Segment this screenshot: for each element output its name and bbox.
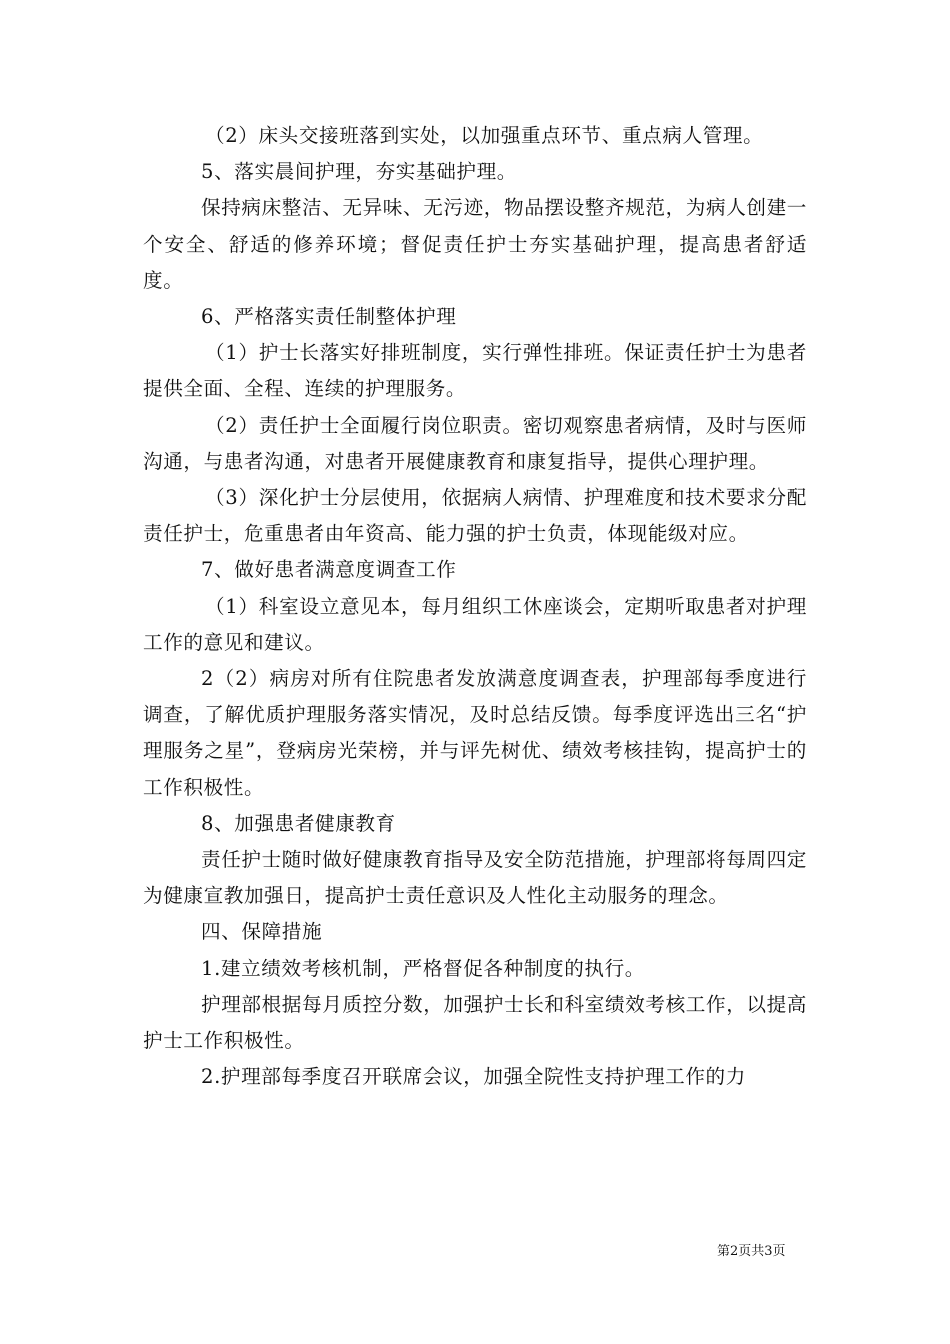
paragraph-2: 5、落实晨间护理，夯实基础护理。	[201, 160, 517, 184]
paragraph-5: （1）护士长落实好排班制度，实行弹性排班。保证责任护士为患者提供全面、全程、连续的护理服务。	[143, 341, 807, 401]
document-body	[143, 118, 807, 1095]
paragraph-7: （3）深化护士分层使用，依据病人病情、护理难度和技术要求分配责任护士，危重患者由年资高、能力强的护士负责，体现能级对应。	[143, 486, 807, 546]
paragraph-8: 7、做好患者满意度调查工作	[201, 558, 457, 582]
paragraph-9: （1）科室设立意见本，每月组织工休座谈会，定期听取患者对护理工作的意见和建议。	[143, 594, 807, 654]
paragraph-1: （2）床头交接班落到实处，以加强重点环节、重点病人管理。	[205, 124, 764, 147]
paragraph-16: 2.护理部每季度召开联席会议，加强全院性支持护理工作的力	[201, 1065, 746, 1089]
paragraph-10: 2（2）病房对所有住院患者发放满意度调查表，护理部每季度进行调查，了解优质护理服务落实情况，及时总结反馈。每季度评选出三名“护理服务之星”，登病房光荣榜，并与评先树优、绩效考核挂钩，提高护士的工作积极性。	[143, 667, 807, 799]
paragraph-14: 1.建立绩效考核机制，严格督促各种制度的执行。	[201, 956, 645, 980]
paragraph-3: 保持病床整洁、无异味、无污迹，物品摆设整齐规范，为病人创建一个安全、舒适的修养环境；督促责任护士夯实基础护理，提高患者舒适度。	[143, 196, 807, 292]
page-number-footer: 第2页共3页	[717, 1244, 786, 1259]
paragraph-15: 护理部根据每月质控分数，加强护士长和科室绩效考核工作，以提高护士工作积极性。	[143, 992, 807, 1053]
paragraph-13: 四、保障措施	[201, 920, 323, 944]
paragraph-11: 8、加强患者健康教育	[201, 811, 396, 835]
paragraph-12: 责任护士随时做好健康教育指导及安全防范措施，护理部将每周四定为健康宣教加强日，提高护士责任意识及人性化主动服务的理念。	[143, 848, 807, 908]
paragraph-6: （2）责任护士全面履行岗位职责。密切观察患者病情，及时与医师沟通，与患者沟通，对患者开展健康教育和康复指导，提供心理护理。	[143, 413, 807, 473]
paragraph-4: 6、严格落实责任制整体护理	[201, 305, 457, 329]
